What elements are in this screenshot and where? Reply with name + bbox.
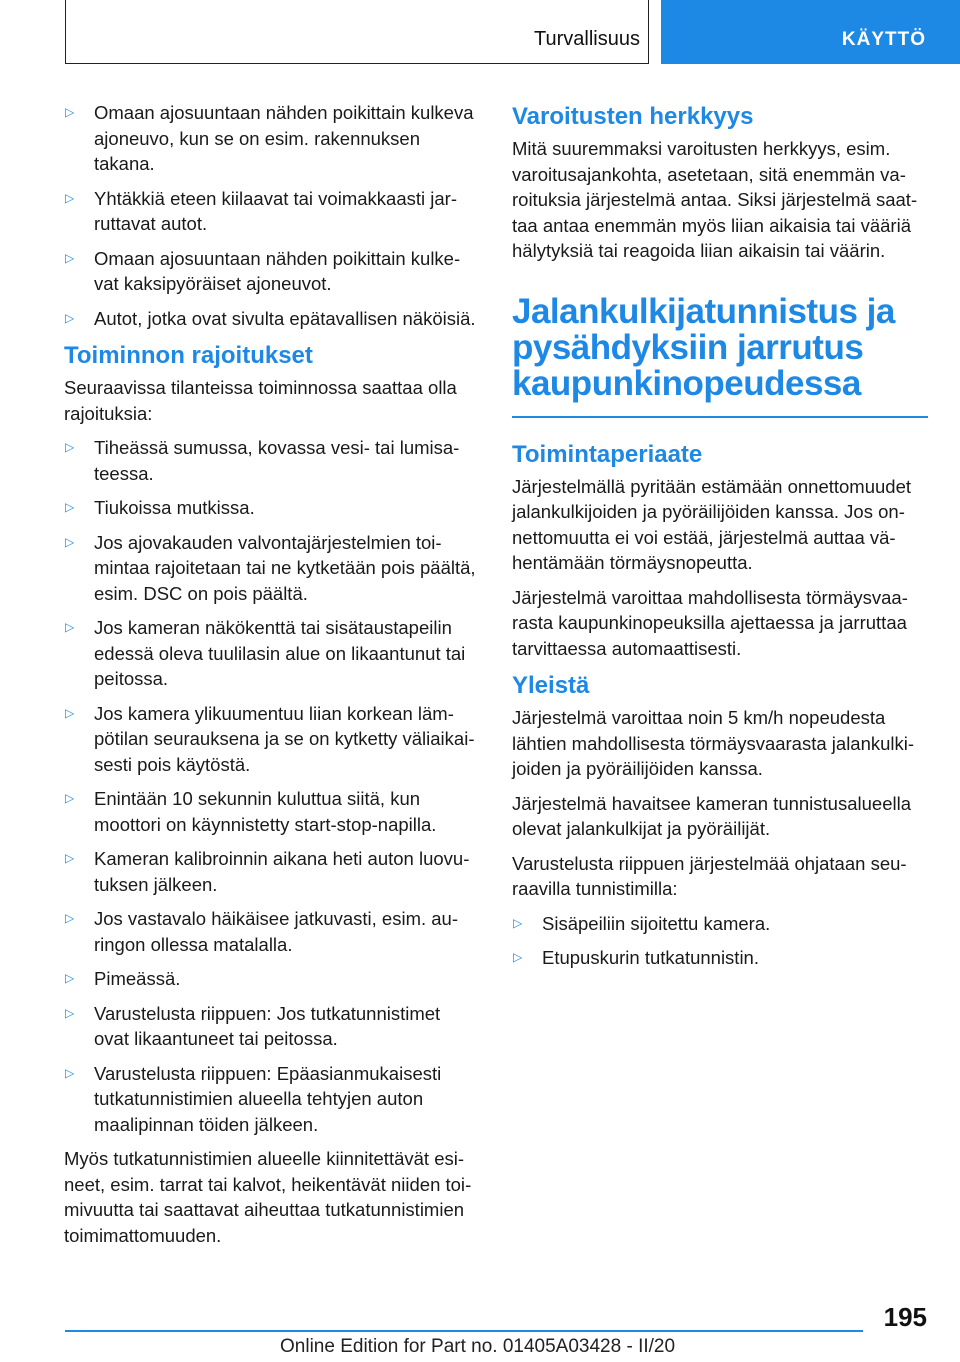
left-column	[64, 100, 478, 1257]
list-item: ▷ Yhtäkkiä eteen kiilaavat tai voimakkaasti jarruttavat autot.	[65, 187, 457, 234]
triangle-bullet-icon: ▷	[65, 1005, 75, 1020]
triangle-bullet-icon: ▷	[65, 310, 75, 325]
paragraph-general-3: Varustelusta riippuen järjestelmää ohjataan seuraavilla tunnistimilla:	[512, 852, 907, 899]
chapter-tab[interactable]	[661, 0, 960, 64]
list-item: ▷ Sisäpeiliin sijoitettu kamera.	[512, 911, 928, 937]
bullet-list-sensors	[512, 911, 928, 971]
paragraph-general-1: Järjestelmä varoittaa noin 5 km/h nopeudesta lähtien mahdollisesta törmäysvaarasta jalankulkijoiden ja pyöräilijöiden kanssa.	[512, 707, 915, 779]
triangle-bullet-icon: ▷	[65, 851, 75, 865]
triangle-bullet-icon: ▷	[65, 620, 75, 634]
triangle-bullet-icon: ▷	[513, 915, 523, 930]
bullet-list-limitations	[64, 435, 478, 1137]
heading-limitations: Toiminnon rajoitukset	[64, 342, 313, 369]
list-item: ▷ Jos vastavalo häikäisee jatkuvasti, esim. auringon ollessa matalalla.	[65, 908, 459, 955]
page-number: 195	[883, 1302, 927, 1332]
triangle-bullet-icon: ▷	[65, 791, 75, 805]
triangle-bullet-icon: ▷	[65, 971, 75, 985]
section-title: Turvallisuus	[534, 28, 640, 50]
triangle-bullet-icon: ▷	[65, 911, 75, 925]
triangle-bullet-icon: ▷	[65, 105, 75, 119]
footer-edition: Online Edition for Part no. 01405A03428 - II/20	[280, 1336, 676, 1357]
paragraph-limitations-intro: Seuraavissa tilanteissa toiminnossa saattaa olla rajoituksia:	[64, 377, 457, 424]
triangle-bullet-icon: ▷	[65, 500, 75, 514]
triangle-bullet-icon: ▷	[65, 534, 75, 549]
heading-general: Yleistä	[512, 672, 590, 699]
bullet-list-situations	[64, 100, 478, 331]
heading-warning-sensitivity: Varoitusten herkkyys	[512, 103, 754, 130]
list-item: ▷ Jos ajovakauden valvontajärjestelmien toimintaa rajoitetaan tai ne kytketään pois päältä, esim. DSC on pois päältä.	[65, 531, 476, 604]
list-item: ▷ Omaan ajosuuntaan nähden poikittain kulkevat kaksipyöräiset ajoneuvot.	[65, 247, 461, 294]
triangle-bullet-icon: ▷	[65, 1065, 75, 1080]
paragraph-general-2: Järjestelmä havaitsee kameran tunnistusalueella olevat jalankulkijat ja pyöräilijät.	[512, 792, 911, 839]
triangle-bullet-icon: ▷	[513, 950, 523, 964]
chapter-tab-label: KÄYTTÖ	[841, 29, 926, 50]
triangle-bullet-icon: ▷	[65, 705, 75, 720]
list-item: ▷ Tiukoissa mutkissa.	[64, 495, 478, 521]
list-item: ▷ Varustelusta riippuen: Jos tutkatunnistimet ovat likaantuneet tai peitossa.	[65, 1002, 441, 1049]
main-heading-pedestrian-detection: Jalankulkijatunnistus ja pysähdyksiin jarrutus kaupunkinopeudessa	[512, 291, 895, 403]
paragraph-warning-sensitivity: Mitä suuremmaksi varoitusten herkkyys, esim. varoitusajankohta, asetetaan, sitä enemmän varoituksia järjestelmä antaa. Siksi järjestelmä saattaa antaa enemmän myös liian aikaisia tai vääriä hälytyksiä tai reagoida liian aikaisin tai väärin.	[512, 138, 918, 261]
list-item: ▷ Varustelusta riippuen: Epäasianmukaisesti tutkatunnistimien alueella tehtyjen auton maalipinnan töiden jälkeen.	[65, 1062, 442, 1135]
right-column	[512, 100, 928, 980]
paragraph-principle-2: Järjestelmä varoittaa mahdollisesta törmäysvaarasta kaupunkinopeuksilla ajettaessa ja jarruttaa tarvittaessa automaattisesti.	[512, 586, 908, 659]
heading-operating-principle: Toimintaperiaate	[512, 440, 703, 468]
list-item: ▷ Enintään 10 sekunnin kuluttua siitä, kun moottori on käynnistetty start-stop-napilla.	[65, 788, 437, 835]
list-item: ▷ Omaan ajosuuntaan nähden poikittain kulkeva ajoneuvo, kun se on esim. rakennuksen takana.	[65, 102, 474, 174]
list-item: ▷ Jos kameran näkökenttä tai sisätaustapeilin edessä oleva tuulilasin alue on likaantunut tai peitossa.	[65, 617, 466, 689]
list-item: ▷ Pimeässä.	[64, 966, 478, 992]
list-item: ▷ Tiheässä sumussa, kovassa vesi- tai lumisateessa.	[65, 437, 460, 484]
paragraph-sensor-obstruction: Myös tutkatunnistimien alueelle kiinnitettävät esineet, esim. tarrat tai kalvot, heikentävät niiden toimivuutta tai saattavat aiheuttaa tutkatunnistimien toimimattomuuden.	[64, 1148, 472, 1246]
triangle-bullet-icon: ▷	[65, 250, 75, 265]
list-item: ▷ Autot, jotka ovat sivulta epätavallisen näköisiä.	[64, 306, 478, 332]
list-item: ▷ Etupuskurin tutkatunnistin.	[512, 945, 928, 971]
paragraph-principle-1: Järjestelmällä pyritään estämään onnettomuudet jalankulkijoiden ja pyöräilijöiden kanssa. Jos onnettomuutta ei voi estää, järjestelmä auttaa vähentämään törmäysnopeutta.	[512, 475, 912, 573]
heading-divider	[512, 416, 928, 418]
list-item: ▷ Jos kamera ylikuumentuu liian korkean lämpötilan seurauksena ja se on kytketty väliaikaisesti pois käytöstä.	[65, 702, 475, 775]
triangle-bullet-icon: ▷	[65, 440, 75, 454]
footer-divider	[65, 1330, 863, 1332]
list-item: ▷ Kameran kalibroinnin aikana heti auton luovutuksen jälkeen.	[65, 848, 470, 895]
triangle-bullet-icon: ▷	[65, 190, 75, 205]
